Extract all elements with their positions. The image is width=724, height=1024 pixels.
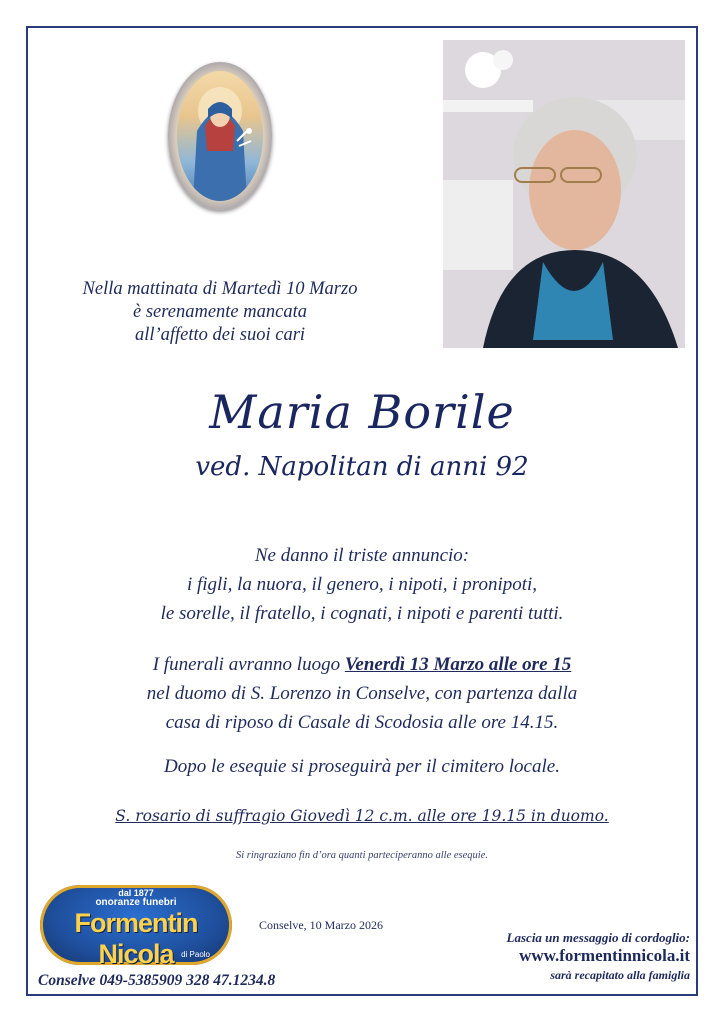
announcement-line-2: i figli, la nuora, il genero, i nipoti, i pronipoti, [186,574,538,595]
rosary-notice: S. rosario di suffragio Giovedì 12 c.m. alle ore 19.15 in duomo. [115,807,609,825]
funeral-highlight: Venerdì 13 Marzo alle ore 15 [344,654,572,675]
funeral-home-logo [40,885,232,969]
deceased-name: Maria Borile [209,385,515,439]
website-link[interactable]: www.formentinnicola.it [519,946,690,965]
logo-tagline: onoranze funebri [95,897,177,908]
intro-line-2: è serenamente mancata [133,302,307,322]
funeral-line-2: nel duomo di S. Lorenzo in Conselve, con partenza dalla [146,683,578,704]
intro-line-3: all’affetto dei suoi cari [134,325,306,345]
funeral-prefix: I funerali avranno luogo [152,654,341,675]
deceased-subtitle: ved. Napolitan di anni 92 [195,452,529,482]
funeral-line-3: casa di riposo di Casale di Scodosia alle ore 14.15. [165,712,559,733]
condolence-note: sarà recapitato alla famiglia [550,968,690,982]
madonna-medallion [168,62,272,210]
portrait-photo [443,40,685,348]
announcement [0,541,724,628]
intro-line-1: Nella mattinata di Martedì 10 Marzo [82,279,358,299]
portrait-image [443,40,685,348]
logo-brand: Formentin Nicola [74,908,198,969]
intro-text [40,278,400,347]
contact-phones: Conselve 049-5385909 328 47.1234.8 [38,972,276,989]
condolence-invite: Lascia un messaggio di cordoglio: [506,930,690,945]
burial-text: Dopo le esequie si proseguirà per il cimitero locale. [164,756,560,777]
place-date: Conselve, 10 Marzo 2026 [259,918,383,932]
madonna-image [177,71,263,201]
announcement-line-1: Ne danno il triste annuncio: [254,545,470,566]
announcement-line-3: le sorelle, il fratello, i cognati, i nipoti e parenti tutti. [160,603,564,624]
funeral-details [0,650,724,737]
logo-small-text: di Paolo [181,950,210,959]
logo-since: dal 1877 [118,888,154,898]
thanks-note: Si ringraziano fin d’ora quanti parteciperanno alle esequie. [236,850,488,861]
